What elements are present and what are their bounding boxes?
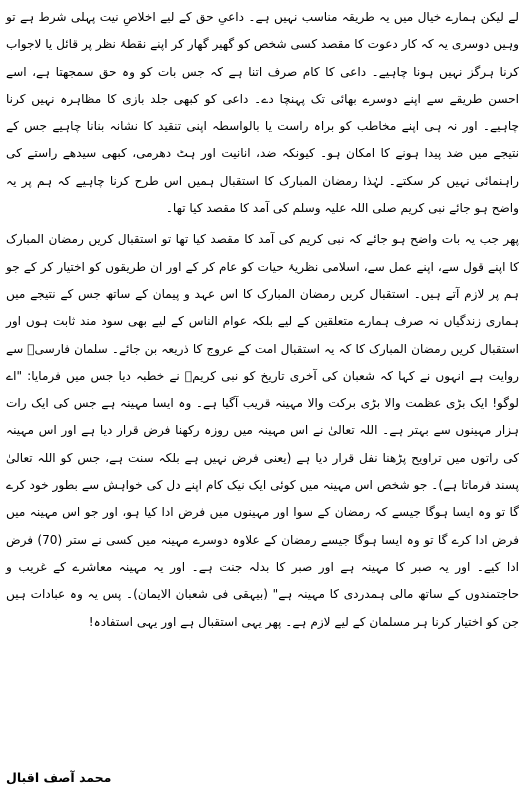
article-paragraph-2: پھر جب یہ بات واضح ہو جائے کہ نبی کریم کی آمد کا مقصد کیا تھا تو استقبال کریں رمضان المبارک کا اپنے قول سے، اپنے عمل سے، اسلامی نظریۂ حیات کو عام کر کے اور ان طریقوں کو اختیار کر کے جو ہم پر لازم آتے ہیں۔ استقبال کریں رمضان المبارک کا اس عہد و پیمان کے ساتھ جس کے نتیجے میں ہماری زندگیاں نہ صرف ہمارے متعلقین کے لیے بلکہ عوام الناس کے لیے بھی سود مند ثابت ہوں اور استقبال کریں رمضان المبارک کا کہ یہ استقبال امت کے عروج کا ذریعہ بن جائے۔ سلمان فارسیؓ سے روایت ہے انہوں نے کہا کہ شعبان کی آخری تاریخ کو نبی کریمؐ نے خطبہ دیا جس میں فرمایا: "اے لوگو! ایک بڑی عظمت والا بڑی برکت والا مہینہ قریب آگیا ہے۔ وہ ایسا مہینہ ہے جس کی ایک رات ہزار مہینوں سے بہتر ہے۔ اللہ تعالیٰ نے اس مہینہ میں روزہ رکھنا فرض قرار دیا ہے اور اس مہینہ کی راتوں میں تراویح پڑھنا نفل قرار دیا ہے (یعنی فرض نہیں ہے بلکہ سنت ہے، جس کو اللہ تعالیٰ پسند فرماتا ہے)۔ جو شخص اس مہینہ میں کوئی ایک نیک کام اپنے دل کی خواہش سے بطور خود کرے گا تو وہ ایسا ہوگا جیسے کہ رمضان کے سوا اور مہینوں میں فرض ادا کیا ہو، اور جو اس مہینہ میں فرض ادا کرے گا تو وہ ایسا ہوگا جیسے رمضان کے علاوہ دوسرے مہینہ میں کسی نے ستر (70) فرض ادا کیے۔ اور یہ صبر کا مہینہ ہے اور صبر کا بدلہ جنت ہے۔ اور یہ مہینہ معاشرے کے غریب و حاجتمندوں کے ساتھ مالی ہمدردی کا مہینہ ہے" (بیہقی فی شعبان الایمان)۔ پس یہ وہ عبادات ہیں جن کو اختیار کرنا ہر مسلمان کے لیے لازم ہے۔ پھر یہی استقبال ہے اور یہی استفادہ! <box>6 232 519 629</box>
author-signature: محمد آصف اقبال <box>6 770 112 785</box>
article-paragraph-1: لے لیکن ہمارے خیال میں یہ طریقہ مناسب نہیں ہے۔ داعیِ حق کے لیے اخلاصِ نیت پہلی شرط ہے تو وہیں دوسری یہ کہ کار دعوت کا مقصد کسی شخص کو گھیر گھار کر اپنے نقطۂ نظر پر قائل یا لاجواب کرنا ہرگز نہیں ہونا چاہیے۔ داعی کا کام صرف اتنا ہے کہ جس بات کو وہ حق سمجھتا ہے، اسے احسن طریقے سے اپنے دوسرے بھائی تک پہنچا دے۔ داعی کو کبھی جلد بازی کا مظاہرہ نہیں کرنا چاہیے۔ اور نہ ہی اپنے مخاطب کو براہ راست یا بالواسطہ اپنی تنقید کا نشانہ بنانا چاہیے جس کے نتیجے میں ضد پیدا ہونے کا امکان ہو۔ کیونکہ ضد، انانیت اور ہٹ دھرمی، کبھی سیدھے راستے کی راہنمائی نہیں کر سکتے۔ لہٰذا رمضان المبارک کا استقبال ہمیں اس طرح کرنا چاہیے کہ ہم پر یہ واضح ہو جائے نبی کریم صلی اللہ علیہ وسلم کی آمد کا مقصد کیا تھا۔ <box>6 10 519 216</box>
